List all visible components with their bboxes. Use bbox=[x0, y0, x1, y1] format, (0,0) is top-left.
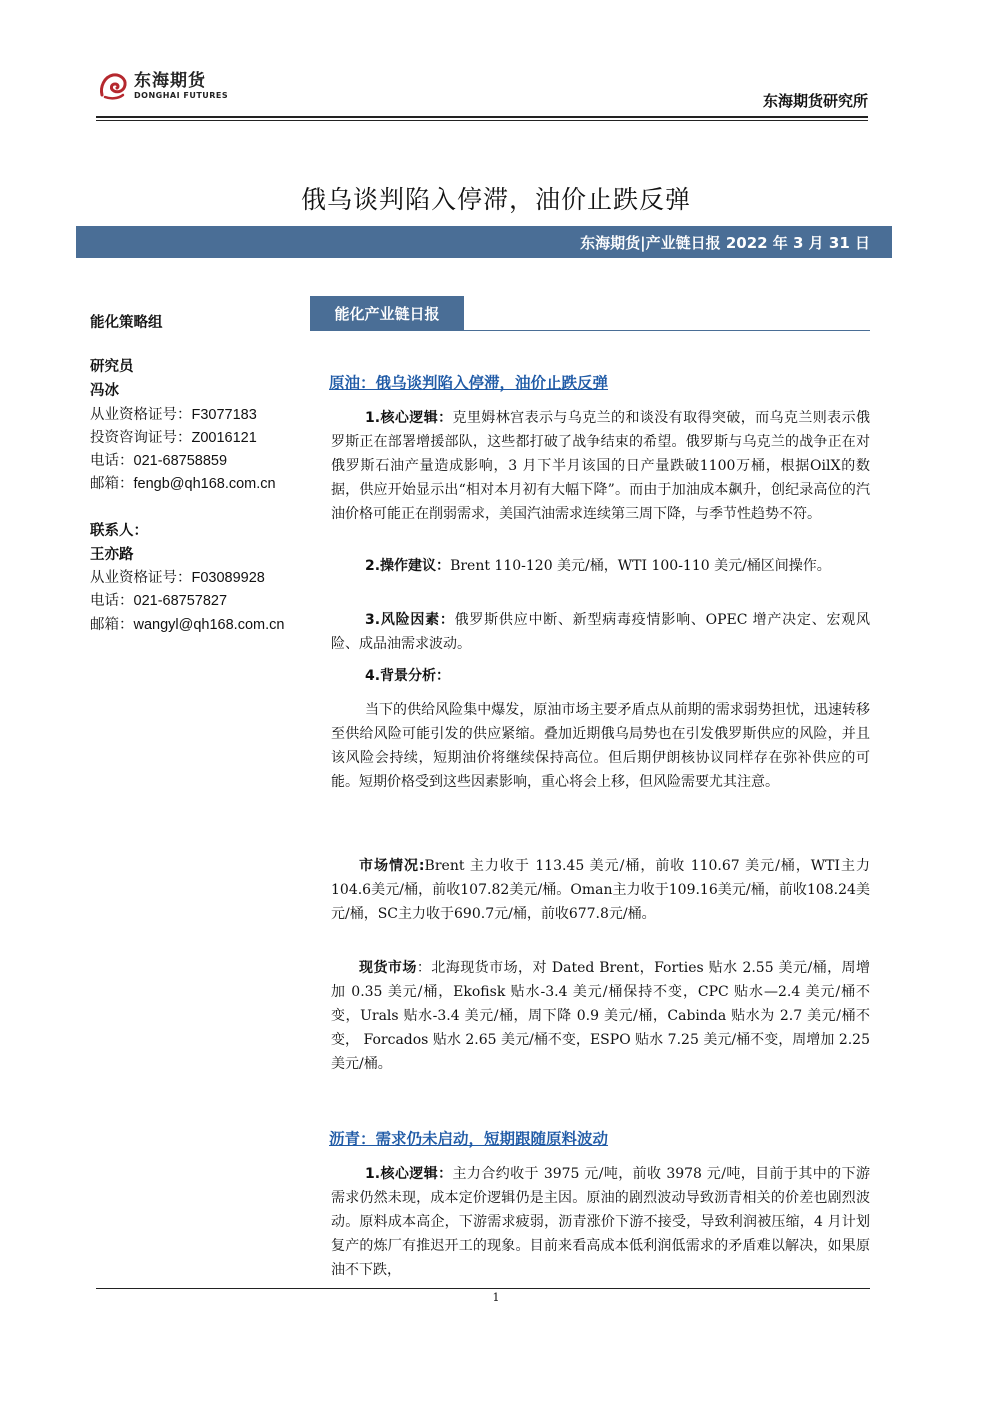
page-title: 俄乌谈判陷入停滞，油价止跌反弹 bbox=[300, 185, 691, 214]
report-banner bbox=[76, 226, 892, 258]
contact-qualification: 从业资格证号：F03089928 bbox=[90, 570, 265, 586]
crude-operation-text: Brent 110-120 美元/桶，WTI 100-110 美元/桶区间操作。 bbox=[450, 558, 831, 574]
asphalt-core-logic-text: 主力合约收于 3975 元/吨，前收 3978 元/吨，目前于其中的下游需求仍然未现，成本定价逻辑仍是主因。原油的剧烈波动导致沥青相关的价差也剧烈波动。原料成本高企，下游需求疲弱，沥青涨价下游不接受，导致利润被压缩，4 月计划复产的炼厂有推迟开工的现象。目前来看高成本低利润低需求的矛盾难以解决，如果原油不下跌， bbox=[331, 1166, 871, 1278]
crude-market-text: Brent 主力收于 113.45 美元/桶，前收 110.67 美元/桶，WTI主力104.6美元/桶，前收107.82美元/桶。Oman主力收于109.16美元/桶，前收108.24美元/桶，SC主力收于690.7元/桶，前收677.8元/桶。 bbox=[331, 858, 870, 922]
contact-phone: 电话：021-68757827 bbox=[90, 593, 228, 609]
crude-market-situation bbox=[331, 854, 870, 926]
footer-divider bbox=[96, 1288, 870, 1289]
crude-risk-text: 俄罗斯供应中断、新型病毒疫情影响、OPEC 增产决定、宏观风险、成品油需求波动。 bbox=[331, 612, 870, 652]
asphalt-core-logic-label: 1.核心逻辑： bbox=[365, 1166, 453, 1182]
institute-name: 东海期货研究所 bbox=[762, 92, 868, 110]
header-divider-thin bbox=[96, 120, 868, 121]
logo-chinese-name: 东海期货 bbox=[134, 71, 206, 91]
contact-label: 联系人： bbox=[90, 523, 148, 539]
dragon-logo-icon bbox=[96, 69, 130, 103]
contact-name: 王亦路 bbox=[90, 547, 134, 563]
crude-core-logic-text: 克里姆林宫表示与乌克兰的和谈没有取得突破，而乌克兰则表示俄罗斯正在部署增援部队，这些都打破了战争结束的希望。俄罗斯与乌克兰的战争正在对俄罗斯石油产量造成影响，3 月下半月该国的日产量跌破1100万桶，根据OilX的数据，供应开始显示出“相对本月初有大幅下降”。而由于加油成本飙升，创纪录高位的汽油价格可能正在削弱需求，美国汽油需求连续第三周下降，与季节性趋势不符。 bbox=[331, 410, 871, 522]
company-logo bbox=[96, 66, 236, 106]
page-number: 1 bbox=[492, 1291, 500, 1304]
logo-english-name: DONGHAI FUTURES bbox=[134, 91, 229, 100]
crude-background-heading bbox=[331, 664, 870, 688]
crude-spot-market bbox=[331, 956, 870, 1076]
crude-oil-heading: 原油：俄乌谈判陷入停滞，油价止跌反弹 bbox=[329, 374, 609, 392]
crude-risk-label: 3.风险因素： bbox=[365, 612, 455, 628]
crude-risk-factors bbox=[331, 608, 870, 656]
asphalt-heading: 沥青：需求仍未启动，短期跟随原料波动 bbox=[329, 1130, 609, 1148]
section-tag: 能化产业链日报 bbox=[310, 296, 464, 330]
contact-email: 邮箱：wangyl@qh168.com.cn bbox=[90, 617, 285, 633]
crude-core-logic-label: 1.核心逻辑： bbox=[365, 410, 453, 426]
crude-operation-label: 2.操作建议： bbox=[365, 558, 451, 574]
researcher-consulting-id: 投资咨询证号：Z0016121 bbox=[90, 430, 257, 446]
crude-spot-label: 现货市场 bbox=[359, 960, 417, 976]
crude-operation-advice bbox=[331, 554, 870, 578]
strategy-group: 能化策略组 bbox=[90, 315, 163, 331]
report-banner-text: 东海期货|产业链日报 2022 年 3 月 31 日 bbox=[580, 233, 870, 252]
crude-background-label: 4.背景分析： bbox=[365, 668, 451, 684]
researcher-name: 冯冰 bbox=[90, 383, 119, 399]
asphalt-core-logic bbox=[331, 1162, 870, 1282]
researcher-qualification: 从业资格证号：F3077183 bbox=[90, 407, 257, 423]
crude-spot-text: ：北海现货市场，对 Dated Brent，Forties 贴水 2.55 美元/桶，周增加 0.35 美元/桶，Ekofisk 贴水-3.4 美元/桶保持不变，CPC 贴水—2.4 美元/桶不变，Urals 贴水-3.4 美元/桶，周下降 0.9 美元/桶，Cabinda 贴水为 2.7 美元/桶不变， Forcados 贴水 2.65 美元/桶不变，ESPO 贴水 7.25 美元/桶不变，周增加 2.25 美元/桶。 bbox=[331, 960, 870, 1072]
crude-core-logic bbox=[331, 406, 870, 526]
crude-market-label: 市场情况: bbox=[359, 858, 425, 874]
section-tag-underline bbox=[310, 330, 870, 331]
header-divider bbox=[96, 116, 868, 118]
researcher-label: 研究员 bbox=[90, 359, 134, 375]
crude-background-text: 当下的供给风险集中爆发，原油市场主要矛盾点从前期的需求弱势担忧，迅速转移至供给风险可能引发的供应紧缩。叠加近期俄乌局势也在引发俄罗斯供应的风险，并且该风险会持续，短期油价将继续保持高位。但后期伊朗核协议同样存在弥补供应的可能。短期价格受到这些因素影响，重心将会上移，但风险需要尤其注意。 bbox=[331, 702, 870, 790]
researcher-email: 邮箱：fengb@qh168.com.cn bbox=[90, 476, 276, 492]
researcher-phone: 电话：021-68758859 bbox=[90, 453, 228, 469]
